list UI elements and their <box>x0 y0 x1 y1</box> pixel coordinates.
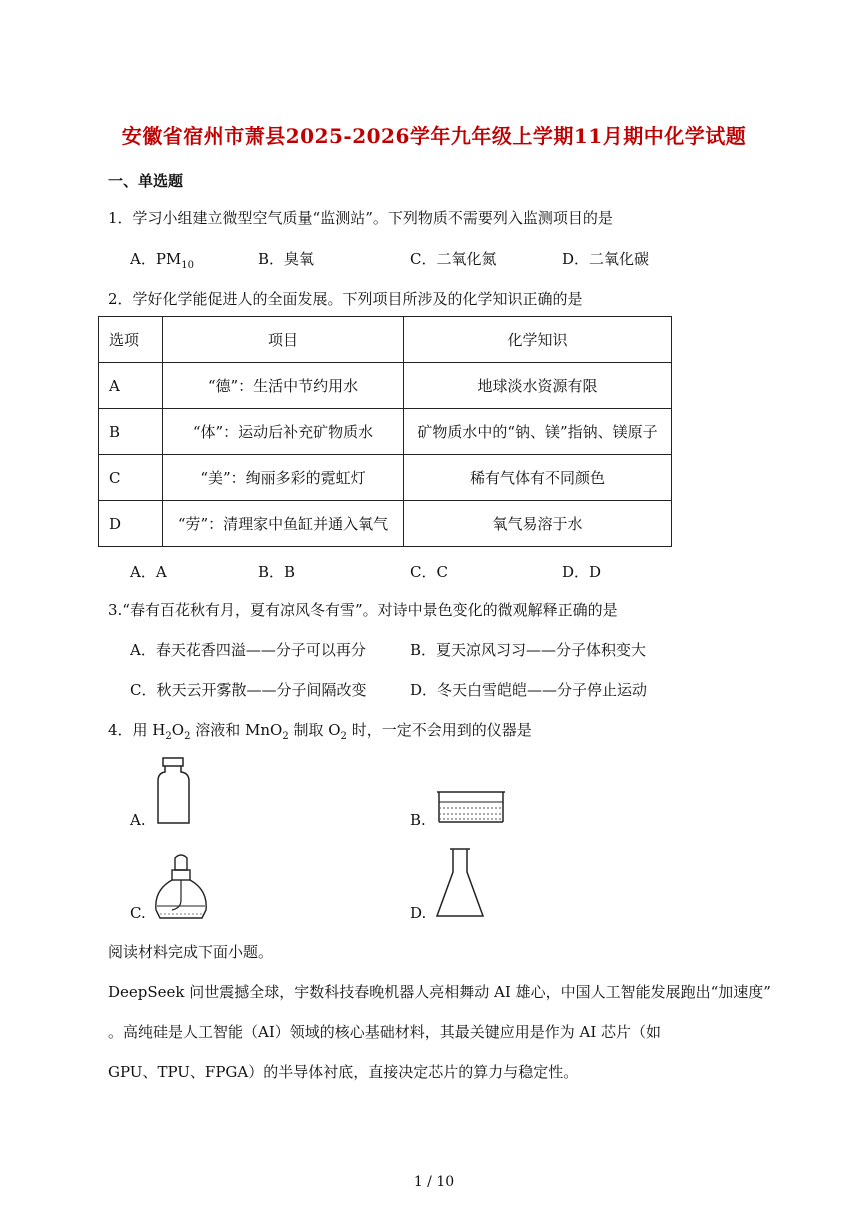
q3-option-c: C．秋天云开雾散——分子间隔改变 <box>130 681 367 699</box>
q2-option-a: A．A <box>130 563 167 581</box>
q3-option-a: A．春天花香四溢——分子可以再分 <box>130 641 366 659</box>
q1-option-c: C．二氧化氮 <box>410 250 497 268</box>
reading-line: GPU、TPU、FPGA）的半导体衬底，直接决定芯片的算力与稳定性。 <box>108 1063 579 1081</box>
section-heading: 一、单选题 <box>108 172 184 190</box>
q1-option-a: A．$PM_{10}$ <box>130 250 195 271</box>
q3-stem: 3.“春有百花秋有月，夏有凉风冬有雪”。对诗中景色变化的微观解释正确的是 <box>108 601 618 619</box>
table-header: 项目 <box>163 317 404 363</box>
q2-option-b: B．B <box>258 563 296 581</box>
page-title: 安徽省宿州市萧县2025-2026学年九年级上学期11月期中化学试题 <box>121 124 747 148</box>
table-row <box>99 363 672 409</box>
table-cell: “美”：绚丽多彩的霓虹灯 <box>163 455 404 501</box>
table-cell: D <box>99 501 163 547</box>
q1-option-d: D．二氧化碳 <box>562 250 650 268</box>
reading-intro: 阅读材料完成下面小题。 <box>108 943 274 961</box>
alcohol-lamp-icon <box>150 852 212 924</box>
q2-option-d: D．D <box>562 563 602 581</box>
table-cell: “劳”：清理家中鱼缸并通入氧气 <box>163 501 404 547</box>
table-header: 选项 <box>99 317 163 363</box>
q4-option-b: B. <box>410 811 426 829</box>
table-row <box>99 409 672 455</box>
table-cell: A <box>99 363 163 409</box>
q4-stem: 4．用 $H_2O_2$ 溶液和 MnO$_2$ 制取 $O_2$ 时，一定不会用到的仪器是 <box>108 721 532 742</box>
table-cell: 地球淡水资源有限 <box>404 363 672 409</box>
table-cell: 矿物质水中的“钠、镁”指钠、镁原子 <box>404 409 672 455</box>
q3-option-d: D．冬天白雪皑皑——分子停止运动 <box>410 681 648 699</box>
table-row <box>99 501 672 547</box>
table-cell: B <box>99 409 163 455</box>
table-cell: C <box>99 455 163 501</box>
page-number: 1 / 10 <box>413 1174 455 1190</box>
table-cell: 氧气易溶于水 <box>404 501 672 547</box>
water-trough-icon <box>435 788 507 826</box>
q1-stem: 1．学习小组建立微型空气质量“监测站”。下列物质不需要列入监测项目的是 <box>108 209 613 227</box>
table-header-row <box>99 317 672 363</box>
q3-option-b: B．夏天凉风习习——分子体积变大 <box>410 641 647 659</box>
q2-table <box>98 316 672 547</box>
table-header: 化学知识 <box>404 317 672 363</box>
reagent-bottle-icon <box>150 755 200 827</box>
q4-option-a: A. <box>130 811 146 829</box>
table-cell: “德”：生活中节约用水 <box>163 363 404 409</box>
table-cell: “体”：运动后补充矿物质水 <box>163 409 404 455</box>
table-row <box>99 455 672 501</box>
conical-flask-icon <box>432 846 488 922</box>
q2-option-c: C．C <box>410 563 448 581</box>
q4-option-d: D. <box>410 904 427 922</box>
reading-line: DeepSeek 问世震撼全球，宇数科技春晚机器人亮相舞动 AI 雄心，中国人工智能发展跑出“加速度” <box>108 983 771 1001</box>
q1-option-b: B．臭氧 <box>258 250 315 268</box>
table-cell: 稀有气体有不同颜色 <box>404 455 672 501</box>
reading-line: 。高纯硅是人工智能（AI）领域的核心基础材料，其最关键应用是作为 AI 芯片（如 <box>108 1023 662 1041</box>
q4-option-c: C. <box>130 904 146 922</box>
q2-stem: 2．学好化学能促进人的全面发展。下列项目所涉及的化学知识正确的是 <box>108 290 583 308</box>
